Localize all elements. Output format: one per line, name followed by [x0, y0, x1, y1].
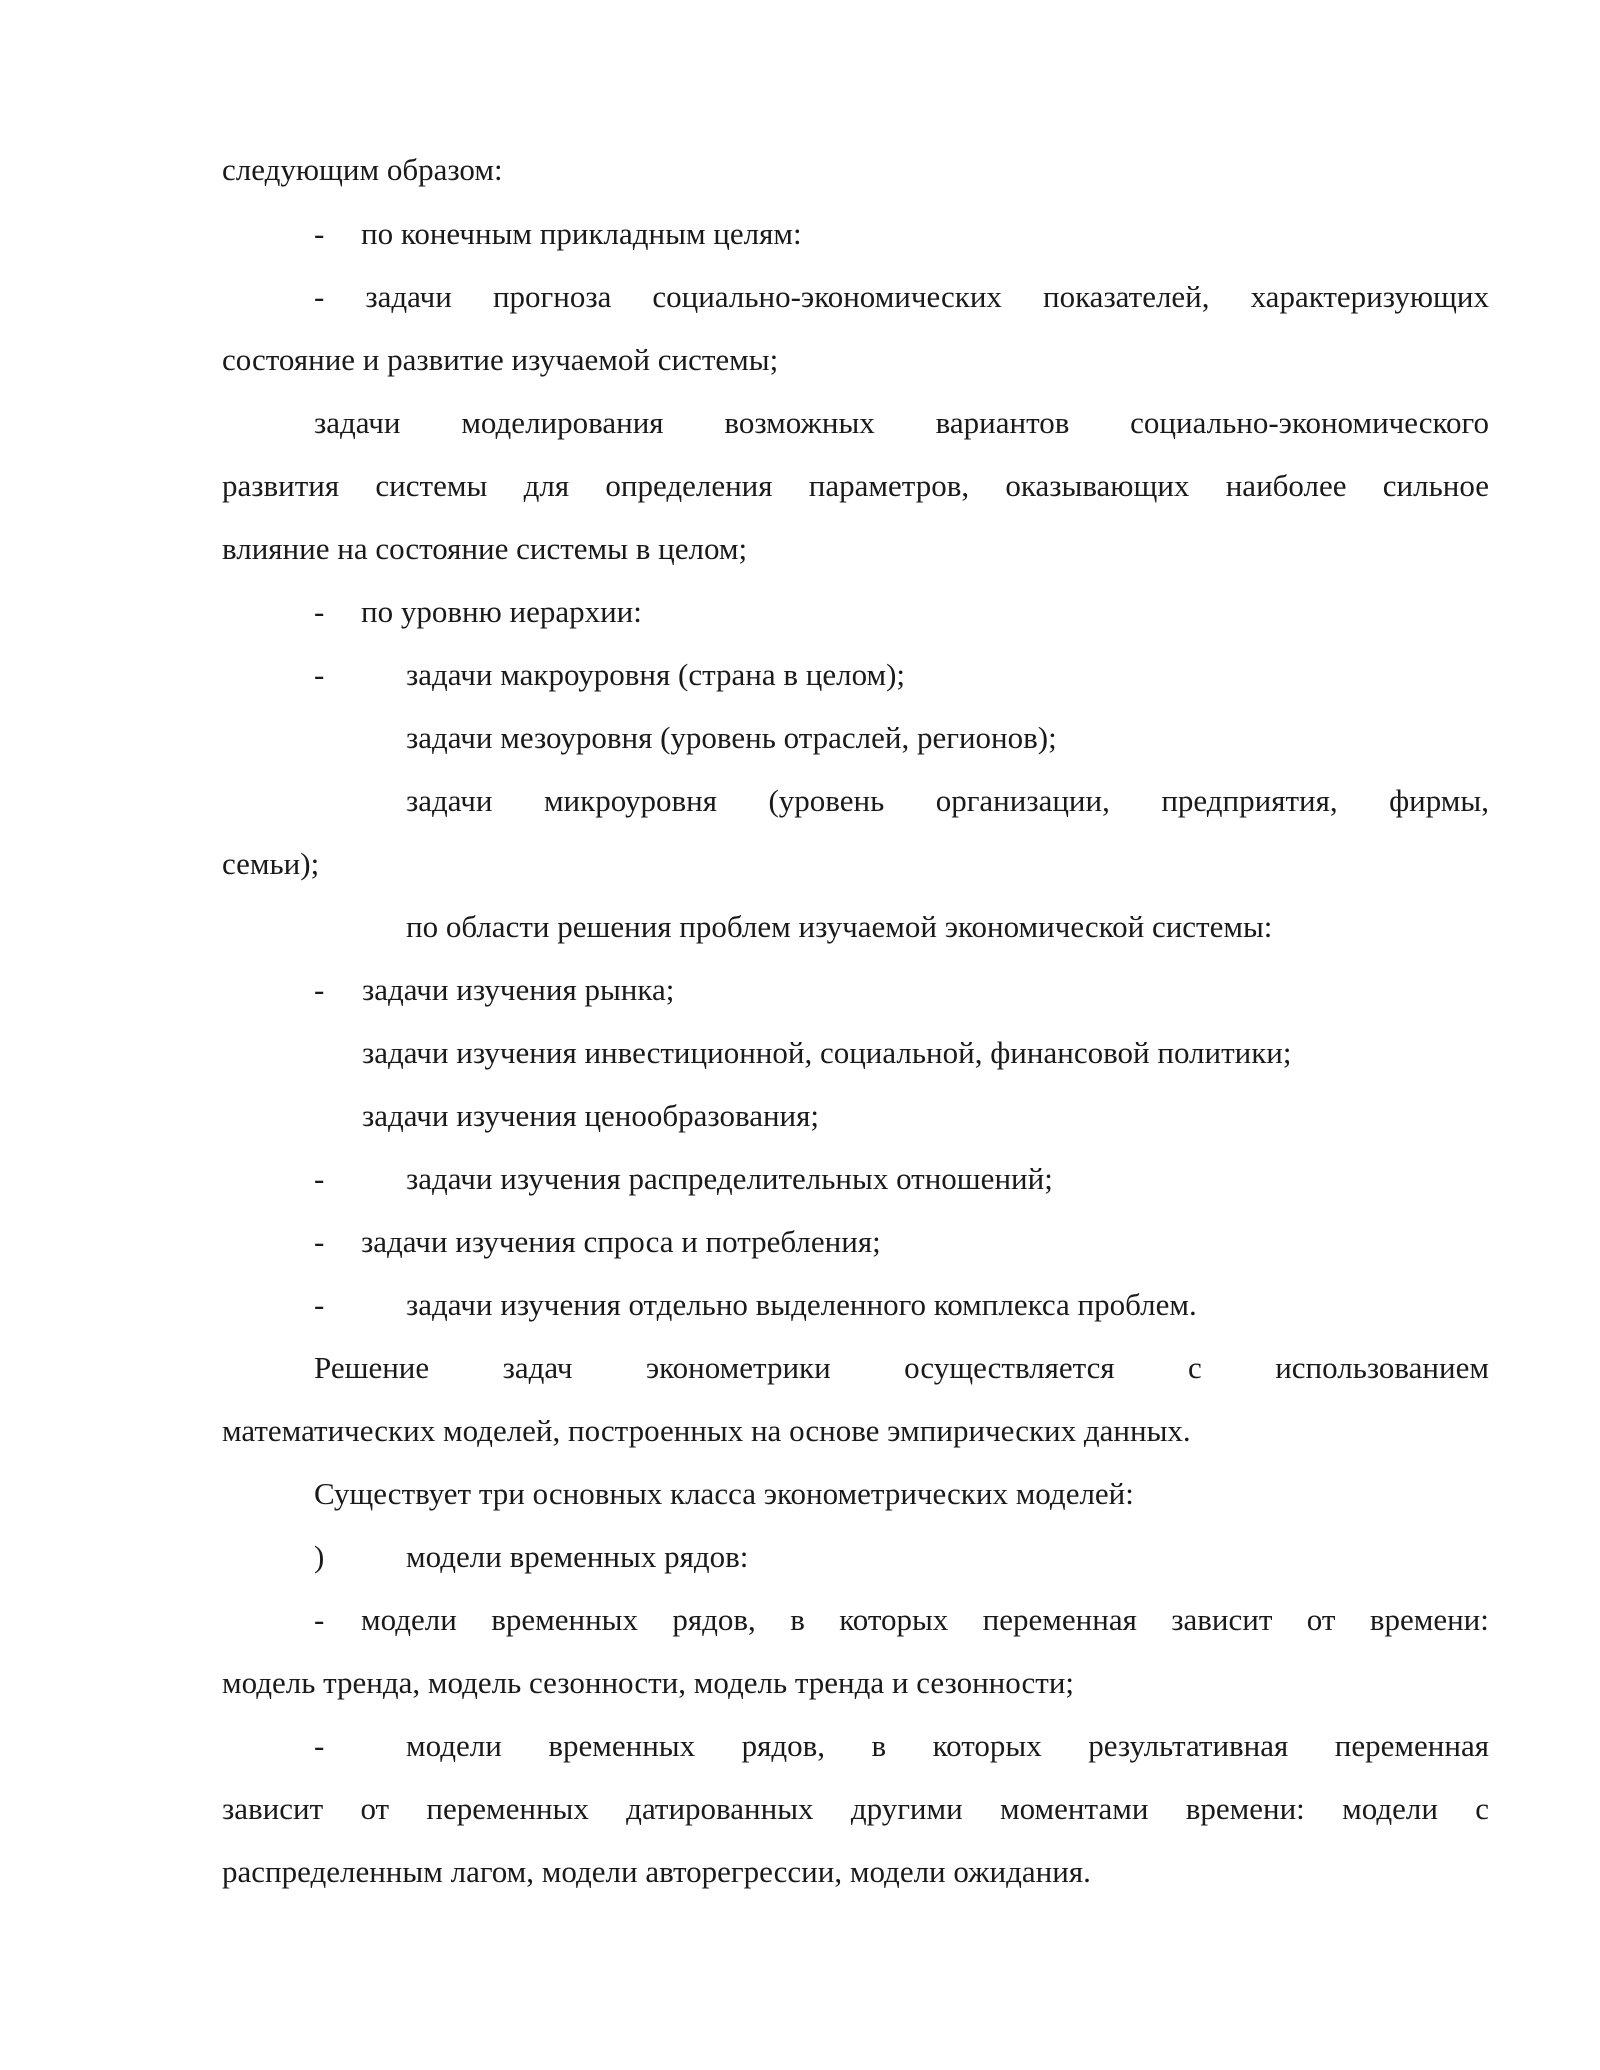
word: моделирования	[461, 405, 664, 440]
list-item: задачи изучения отдельно выделенного комплекса проблем.	[406, 1287, 1197, 1322]
justified-line	[314, 277, 1489, 317]
justified-line	[222, 466, 1489, 506]
word: временных	[548, 1728, 696, 1763]
word: с	[1475, 1791, 1489, 1826]
list-item: модели временных рядов:	[406, 1539, 749, 1574]
list-marker: -	[314, 1728, 325, 1763]
word: Решение	[314, 1350, 430, 1385]
word: показателей,	[1043, 279, 1210, 314]
list-marker: )	[314, 1539, 325, 1574]
word: наиболее	[1225, 468, 1347, 503]
word: системы	[375, 468, 488, 503]
list-marker: -	[314, 1287, 325, 1322]
word: в	[871, 1728, 887, 1763]
word: задачи	[406, 783, 493, 818]
word: модели	[1342, 1791, 1438, 1826]
word: развития	[222, 468, 340, 503]
word: задачи	[365, 279, 452, 314]
word: задачи	[314, 405, 401, 440]
list-item: по конечным прикладным целям:	[361, 216, 802, 251]
word: от	[360, 1791, 390, 1826]
word: временных	[491, 1602, 638, 1637]
list-item: задачи мезоуровня (уровень отраслей, регионов);	[406, 720, 1057, 755]
word: результативная	[1088, 1728, 1289, 1763]
word: модели	[406, 1728, 502, 1763]
word: другими	[850, 1791, 963, 1826]
word: эконометрики	[645, 1350, 831, 1385]
word: предприятия,	[1161, 783, 1338, 818]
word: модели	[361, 1602, 457, 1637]
list-marker: -	[314, 657, 325, 692]
word: которых	[932, 1728, 1042, 1763]
word: моментами	[1000, 1791, 1149, 1826]
list-item: задачи макроуровня (страна в целом);	[406, 657, 906, 692]
list-marker: -	[314, 1602, 325, 1637]
word: социально-экономического	[1130, 405, 1489, 440]
word: датированных	[626, 1791, 814, 1826]
word: времени:	[1369, 1602, 1489, 1637]
word: зависит	[222, 1791, 324, 1826]
word: рядов,	[672, 1602, 756, 1637]
word: которых	[839, 1602, 949, 1637]
list-item: по области решения проблем изучаемой экономической системы:	[406, 909, 1273, 944]
word: осуществляется	[904, 1350, 1115, 1385]
list-item: задачи изучения спроса и потребления;	[361, 1224, 881, 1259]
word: от	[1306, 1602, 1336, 1637]
word: переменная	[982, 1602, 1137, 1637]
list-marker: -	[314, 972, 325, 1007]
word: оказывающих	[1005, 468, 1190, 503]
text-line: следующим образом:	[222, 152, 503, 187]
text-line: семьи);	[222, 846, 320, 881]
word: времени:	[1185, 1791, 1305, 1826]
word: сильное	[1382, 468, 1489, 503]
word: для	[523, 468, 570, 503]
word: социально-экономических	[652, 279, 1002, 314]
word: с	[1188, 1350, 1202, 1385]
list-item: задачи изучения инвестиционной, социальной, финансовой политики;	[362, 1035, 1292, 1070]
word: -	[314, 279, 325, 314]
word: использованием	[1275, 1350, 1489, 1385]
word: характеризующих	[1250, 279, 1489, 314]
word: возможных	[724, 405, 875, 440]
word: параметров,	[808, 468, 970, 503]
list-item: задачи изучения рынка;	[362, 972, 675, 1007]
justified-line	[361, 1600, 1489, 1640]
word: зависит	[1171, 1602, 1273, 1637]
text-line: распределенным лагом, модели авторегрессии, модели ожидания.	[222, 1854, 1091, 1889]
justified-line	[406, 1726, 1489, 1766]
list-item: задачи изучения ценообразования;	[362, 1098, 820, 1133]
word: переменных	[426, 1791, 589, 1826]
list-marker: -	[314, 1224, 325, 1259]
word: переменная	[1334, 1728, 1489, 1763]
justified-line	[406, 781, 1489, 821]
word: фирмы,	[1389, 783, 1489, 818]
list-marker: -	[314, 216, 325, 251]
list-marker: -	[314, 1161, 325, 1196]
word: прогноза	[492, 279, 612, 314]
word: задач	[502, 1350, 573, 1385]
text-line: состояние и развитие изучаемой системы;	[222, 342, 779, 377]
word: микроуровня	[543, 783, 718, 818]
justified-line	[314, 1348, 1489, 1388]
list-item: задачи изучения распределительных отношений;	[406, 1161, 1053, 1196]
text-line: Существует три основных класса эконометрических моделей:	[314, 1476, 1134, 1511]
list-marker: -	[314, 594, 325, 629]
word: рядов,	[741, 1728, 826, 1763]
word: вариантов	[935, 405, 1070, 440]
word: в	[790, 1602, 805, 1637]
text-line: модель тренда, модель сезонности, модель тренда и сезонности;	[222, 1665, 1075, 1700]
word: организации,	[935, 783, 1110, 818]
justified-line	[222, 1789, 1489, 1829]
word: определения	[605, 468, 773, 503]
justified-line	[314, 403, 1489, 443]
text-line: математических моделей, построенных на основе эмпирических данных.	[222, 1413, 1191, 1448]
list-item: по уровню иерархии:	[361, 594, 642, 629]
text-line: влияние на состояние системы в целом;	[222, 531, 748, 566]
word: (уровень	[768, 783, 885, 818]
